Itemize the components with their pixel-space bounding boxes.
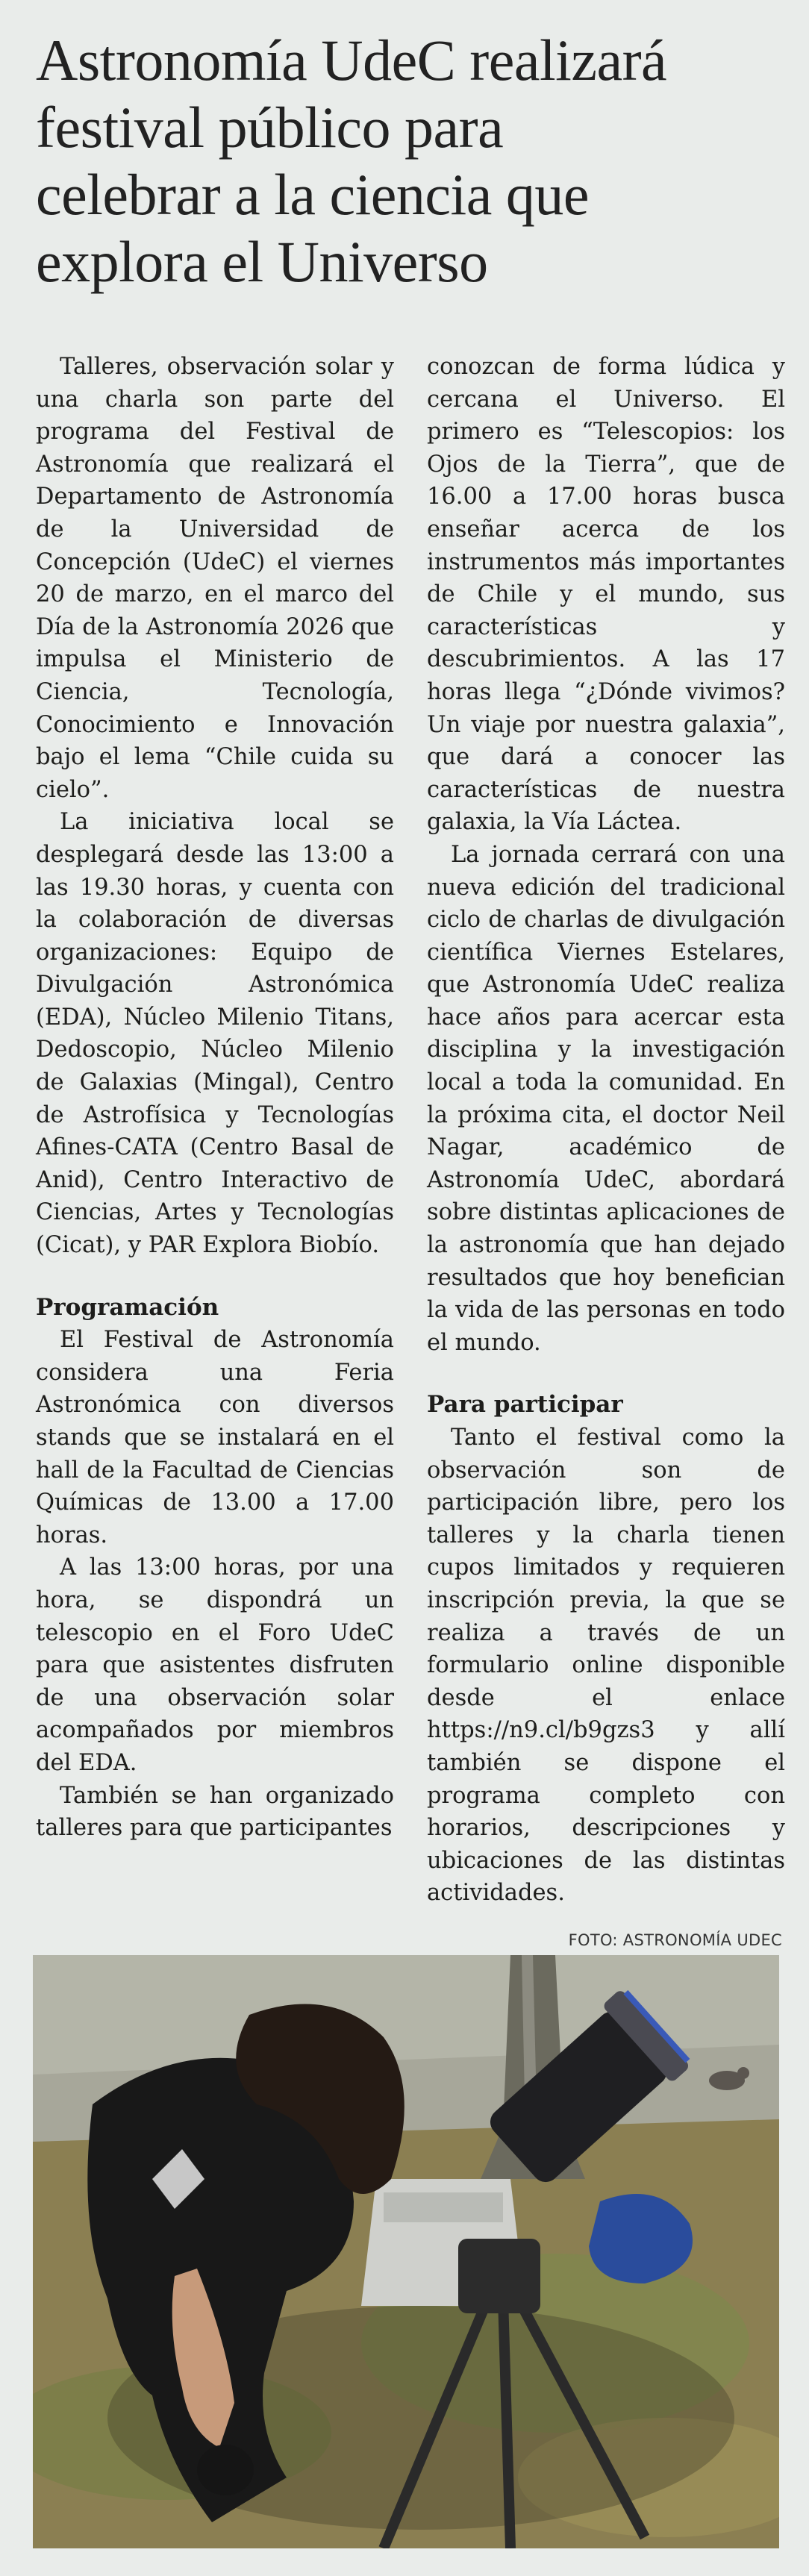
headline-line: Astronomía UdeC realizará — [36, 28, 667, 93]
photo-credit: FOTO: ASTRONOMÍA UDEC — [568, 1931, 782, 1949]
article-column-left — [36, 351, 394, 1845]
article-photo — [33, 1955, 779, 2548]
body-paragraph: Tanto el festival como la observación son de participación libre, pero los talleres y la charla tienen cupos limitados y requieren inscripción previa, la que se realiza a través de un formulario online disponible desde el enlace https://n9.cl/b9gzs3 y allí también se dispone el programa completo con horarios, descripciones y ubicaciones de las distintas actividades. — [427, 1425, 785, 1907]
body-paragraph: La jornada cerrará con una nueva edición del tradicional ciclo de charlas de divulgación científica Viernes Estelares, que Astronomía UdeC realiza hace años para acercar esta disciplina y la investigación local a toda la comunidad. En la próxima cita, el doctor Neil Nagar, académico de Astronomía UdeC, abordará sobre distintas aplicaciones de la astronomía que han dejado resultados que hoy benefician la vida de las personas en todo el mundo. — [427, 841, 785, 1356]
headline — [36, 27, 782, 296]
section-heading-participar: Para participar — [427, 1391, 623, 1419]
article-column-right — [427, 351, 785, 1910]
body-paragraph: Talleres, observación solar y una charla son parte del programa del Festival de Astronomía que realizará el Departamento de Astronomía de la Universidad de Concepción (UdeC) el viernes 20 de marzo, en el marco del Día de la Astronomía 2026 que impulsa el Ministerio de Ciencia, Tecnología, Conocimiento e Innovación bajo el lema “Chile cuida su cielo”. — [36, 354, 394, 803]
body-paragraph: La iniciativa local se desplegará desde las 13:00 a las 19.30 horas, y cuenta con la colaboración de diversas organizaciones: Equipo de Divulgación Astronómica (EDA), Núcleo Milenio Titans, Dedoscopio, Núcleo Milenio de Galaxias (Mingal), Centro de Astrofísica y Tecnologías Afines-CATA (Centro Basal de Anid), Centro Interactivo de Ciencias, Artes y Tecnologías (Cicat), y PAR Explora Biobío. — [36, 809, 394, 1259]
headline-line: explora el Universo — [36, 229, 488, 294]
body-paragraph: A las 13:00 horas, por una hora, se dispondrá un telescopio en el Foro UdeC para que asistentes disfruten de una observación solar acompañados por miembros del EDA. — [36, 1554, 394, 1776]
headline-line: celebrar a la ciencia que — [36, 162, 589, 227]
headline-line: festival público para — [36, 95, 504, 160]
body-paragraph: También se han organizado talleres para que participantes — [36, 1782, 394, 1842]
body-paragraph: El Festival de Astronomía considera una Feria Astronómica con diversos stands que se instalará en el hall de la Facultad de Ciencias Químicas de 13.00 a 17.00 horas. — [36, 1327, 394, 1548]
section-heading-programacion: Programación — [36, 1293, 219, 1321]
body-paragraph: conozcan de forma lúdica y cercana el Universo. El primero es “Telescopios: los Ojos de la Tierra”, que de 16.00 a 17.00 horas busca enseñar acerca de los instrumentos más importantes de Chile y el mundo, sus características y descubrimientos. A las 17 horas llega “¿Dónde vivimos? Un viaje por nuestra galaxia”, que dará a conocer las características de nuestra galaxia, la Vía Láctea. — [427, 354, 785, 836]
